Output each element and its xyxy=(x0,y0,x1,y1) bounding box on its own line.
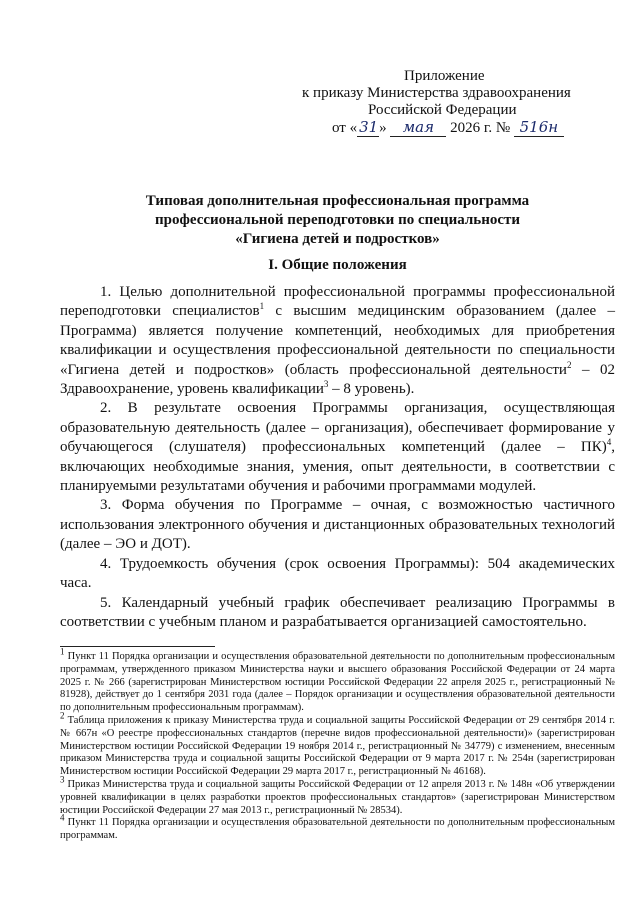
footnotes xyxy=(60,646,615,843)
document-title xyxy=(60,192,615,249)
paragraph-1-text-a: 1. Целью дополнительной профессиональной программы профессиональной переподготовки специалистов xyxy=(60,284,615,320)
title-line-2: профессиональной переподготовки по специальности xyxy=(154,212,521,228)
appendix-order-ref: к приказу Министерства здравоохранения xyxy=(302,85,571,101)
date-year: 2026 г. № xyxy=(450,120,511,136)
paragraph-1 xyxy=(60,283,615,399)
footnote-ref-3: 3 xyxy=(323,379,329,390)
footnote-4-mark: 4 xyxy=(60,812,65,823)
footnote-ref-4: 4 xyxy=(606,437,612,448)
footnote-3 xyxy=(60,774,615,817)
appendix-country: Российской Федерации xyxy=(368,102,517,118)
footnote-1-mark: 1 xyxy=(60,646,65,657)
footnote-4 xyxy=(60,812,615,843)
footnote-2 xyxy=(60,710,615,779)
paragraph-4: 4. Трудоемкость обучения (срок освоения Программы): 504 академических часа. xyxy=(60,555,615,592)
appendix-date-line xyxy=(300,118,559,137)
paragraph-3: 3. Форма обучения по Программе – очная, с возможностью частичного использования электронного обучения и дистанционных образовательных технологий (далее – ЭО и ДОТ). xyxy=(60,497,615,553)
footnote-4-text: Пункт 11 Порядка организации и осуществления образовательной деятельности по дополнительным профессиональным программам. xyxy=(60,817,615,842)
footnote-divider xyxy=(60,646,215,647)
footnote-2-mark: 2 xyxy=(60,710,65,721)
footnote-3-text: Приказ Министерства труда и социальной защиты Российской Федерации от 12 апреля 2013 г. № 148н «Об утверждении уровней квалификации в целях разработки проектов профессиональных стандартов» (зарегистрирован Министерством юстиции Российской Федерации 27 мая 2013 г., регистрационный № 28534). xyxy=(60,778,615,816)
section-heading: I. Общие положения xyxy=(268,257,407,273)
paragraph-2-text-a: 2. В результате освоения Программы организация, осуществляющая образовательную деятельность (далее – организация), обеспечивает формирование у обучающегося (слушателя) профессиональных компетенций (далее – ПК) xyxy=(60,400,615,456)
paragraph-1-text-d: – 8 уровень). xyxy=(328,381,415,398)
handwritten-month: мая xyxy=(390,119,446,137)
footnote-1-text: Пункт 11 Порядка организации и осуществления образовательной деятельности по дополнительным профессиональным программам, утвержденного приказом Министерства науки и высшего образования Российской Федерации от 24 марта 2025 г. № 266 (зарегистрирован Министерством юстиции Российской Федерации 22 апреля 2025 г., регистрационный № 81928), действует до 1 сентября 2031 года (далее – Порядок организации и осуществления образовательной деятельности по дополнительным профессиональным программам). xyxy=(60,651,615,714)
footnote-2-text: Таблица приложения к приказу Министерства труда и социальной защиты Российской Федерации от 29 сентября 2014 г. № 667н «О реестре профессиональных стандартов (перечне видов профессиональной деятельности)» (зарегистрирован Министерством юстиции Российской Федерации 19 ноября 2014 г., регистрационный № 34779) с изменением, внесенным приказом Министерства труда и социальной защиты Российской Федерации от 9 марта 2017 г. № 254н (зарегистрирован Министерством юстиции Российской Федерации 29 марта 2017 г., регистрационный № 46168). xyxy=(60,714,615,778)
date-mid: » xyxy=(379,120,387,136)
paragraph-1-text-b: с высшим медицинским образованием (далее – Программа) является получение компетенций, необходимых для приобретения квалификации и осуществления профессиональной деятельности по специальности «Гигиена детей и подростков» (область профессиональной деятельности xyxy=(60,303,616,378)
handwritten-order-number: 516н xyxy=(514,119,564,137)
handwritten-day: 31 xyxy=(359,118,379,136)
appendix-label: Приложение xyxy=(404,68,485,84)
title-line-1: Типовая дополнительная профессиональная программа xyxy=(145,193,530,209)
footnote-1 xyxy=(60,646,615,715)
footnote-ref-1: 1 xyxy=(259,301,265,312)
date-prefix: от « xyxy=(332,120,358,136)
document-body xyxy=(60,283,615,632)
paragraph-2 xyxy=(60,399,615,496)
paragraph-1-text-c: – 02 Здравоохранение, уровень квалификации xyxy=(60,361,615,398)
paragraph-5: 5. Календарный учебный график обеспечивает реализацию Программы в соответствии с учебным планом и разрабатывается организацией самостоятельно. xyxy=(60,594,615,630)
paragraph-2-text-b: , включающих необходимые знания, умения, опыт деятельности, в соответствии с планируемыми результатами обучения и рабочими программами модулей. xyxy=(60,439,615,495)
footnote-ref-2: 2 xyxy=(566,359,572,370)
appendix-header xyxy=(300,68,571,137)
title-line-3: «Гигиена детей и подростков» xyxy=(235,231,440,247)
footnote-3-mark: 3 xyxy=(60,774,65,785)
